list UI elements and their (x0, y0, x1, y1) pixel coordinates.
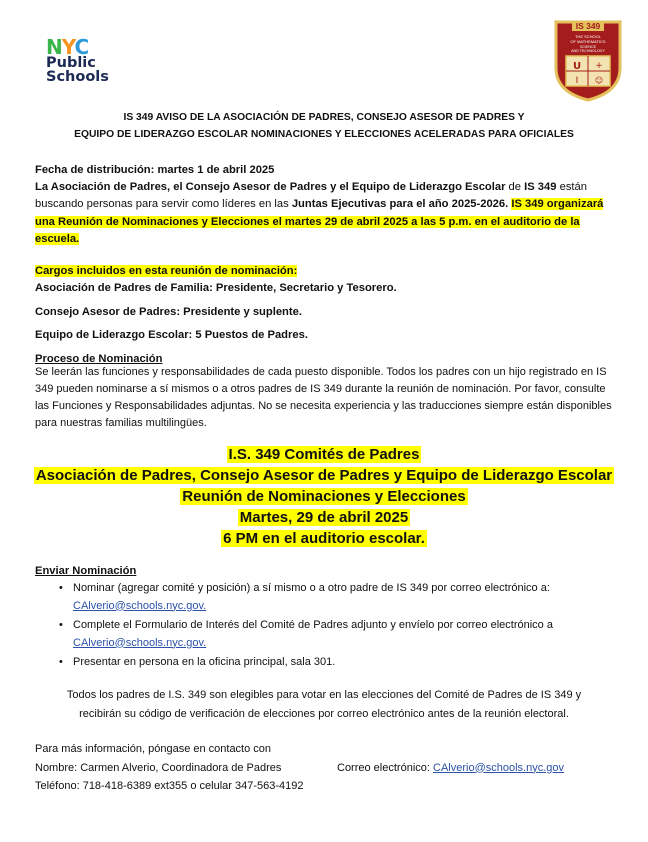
banner-line-2: Asociación de Padres, Consejo Asesor de Padres y Equipo de Liderazgo Escolar (35, 467, 613, 484)
banner-line-3: Reunión de Nominaciones y Elecciones (182, 488, 466, 505)
position-slt: Equipo de Liderazgo Escolar: 5 Puestos de Padres. (35, 329, 308, 341)
list-item: • Presentar en persona en la oficina principal, sala 301. (35, 654, 613, 672)
process-text: Se leerán las funciones y responsabilidades de cada puesto disponible. Todos los padres con un hijo registrado en IS 349 pueden nominarse a sí mismos o a otros padres de IS 349 durante la reunión de nominación. Por favor, consulte las Funciones y Responsabilidades adjuntas. No se necesita experiencia y las traducciones siempre están disponibles para nuestras familias multilingües. (35, 366, 612, 429)
contact-block (35, 740, 613, 796)
svg-text:IS 349: IS 349 (575, 21, 601, 31)
bullet-icon: • (59, 656, 63, 668)
contact-email-row: Correo electrónico: CAlverio@schools.nyc.gov (337, 761, 564, 774)
contact-email-link[interactable]: CAlverio@schools.nyc.gov (433, 761, 564, 774)
list-item: • Complete el Formulario de Interés del Comité de Padres adjunto y envíelo por correo electrónico a CAlverio@schools.nyc.gov. (59, 619, 553, 649)
position-pa: Asociación de Padres de Familia: Presidente, Secretario y Tesorero. (35, 282, 397, 294)
logo-public: Public (46, 55, 96, 71)
svg-text:☺: ☺ (594, 76, 604, 85)
svg-text:SCIENCE: SCIENCE (580, 45, 596, 49)
banner-line-5: 6 PM en el auditorio escolar. (223, 530, 425, 547)
intro-paragraph: La Asociación de Padres, el Consejo Asesor de Padres y el Equipo de Liderazgo Escolar de IS 349 están buscando personas para servir como líderes en las Juntas Ejecutivas para el año 2025-2026. IS 349 organizará una Reunión de Nominaciones y Elecciones el martes 29 de abril 2025 a las 5 p.m. en el auditorio de la escuela. (35, 181, 604, 245)
logo-nyc-letters: NYC (46, 35, 89, 59)
meeting-highlight: IS 349 organizará una Reunión de Nominaciones y Elecciones el martes 29 de abril 2025 a las 5 p.m. en el auditorio de la escuela. (35, 198, 604, 245)
email-link[interactable]: CAlverio@schools.nyc.gov. (73, 636, 207, 649)
process-heading: Proceso de Nominación (35, 353, 163, 365)
svg-text:U: U (572, 61, 582, 72)
position-pac: Consejo Asesor de Padres: Presidente y suplente. (35, 306, 302, 318)
submit-list (35, 580, 613, 672)
logo-schools: Schools (46, 69, 109, 85)
svg-text:OF MATHEMATICS: OF MATHEMATICS (570, 39, 606, 44)
contact-intro: Para más información, póngase en contacto con (35, 743, 272, 755)
title-line-1: IS 349 AVISO DE LA ASOCIACIÓN DE PADRES, CONSEJO ASESOR DE PADRES Y (123, 112, 525, 123)
svg-text:+: + (595, 61, 603, 71)
banner-line-4: Martes, 29 de abril 2025 (239, 509, 409, 526)
list-item: • Nominar (agregar comité y posición) a sí mismo o a otro padre de IS 349 por correo electrónico a: CAlverio@schools.nyc.gov. (59, 582, 550, 612)
positions-heading: Cargos incluidos en esta reunión de nominación: (35, 265, 298, 277)
contact-phone: Teléfono: 718-418-6389 ext355 o celular 347-563-4192 (35, 780, 304, 792)
distribution-date: Fecha de distribución: martes 1 de abril 2025 (35, 164, 275, 176)
svg-text:I: I (575, 76, 579, 86)
banner-line-1: I.S. 349 Comités de Padres (228, 446, 420, 463)
svg-text:AND TECHNOLOGY: AND TECHNOLOGY (571, 49, 605, 53)
svg-text:THE SCHOOL: THE SCHOOL (574, 34, 602, 39)
nyc-public-schools-logo (46, 35, 126, 90)
eligibility-note: Todos los padres de I.S. 349 son elegibles para votar en las elecciones del Comité de Padres de IS 349 y recibirán su código de verificación de elecciones por correo electrónico antes de la reunión electoral. (66, 689, 582, 720)
is349-crest-logo (552, 18, 624, 102)
title-line-2: EQUIPO DE LIDERAZGO ESCOLAR NOMINACIONES Y ELECCIONES ACELERADAS PARA OFICIALES (74, 129, 574, 140)
contact-name: Nombre: Carmen Alverio, Coordinadora de Padres (35, 761, 282, 774)
email-link[interactable]: CAlverio@schools.nyc.gov. (73, 599, 207, 612)
bullet-icon: • (59, 582, 63, 594)
submit-heading: Enviar Nominación (35, 565, 137, 577)
bullet-icon: • (59, 619, 63, 631)
